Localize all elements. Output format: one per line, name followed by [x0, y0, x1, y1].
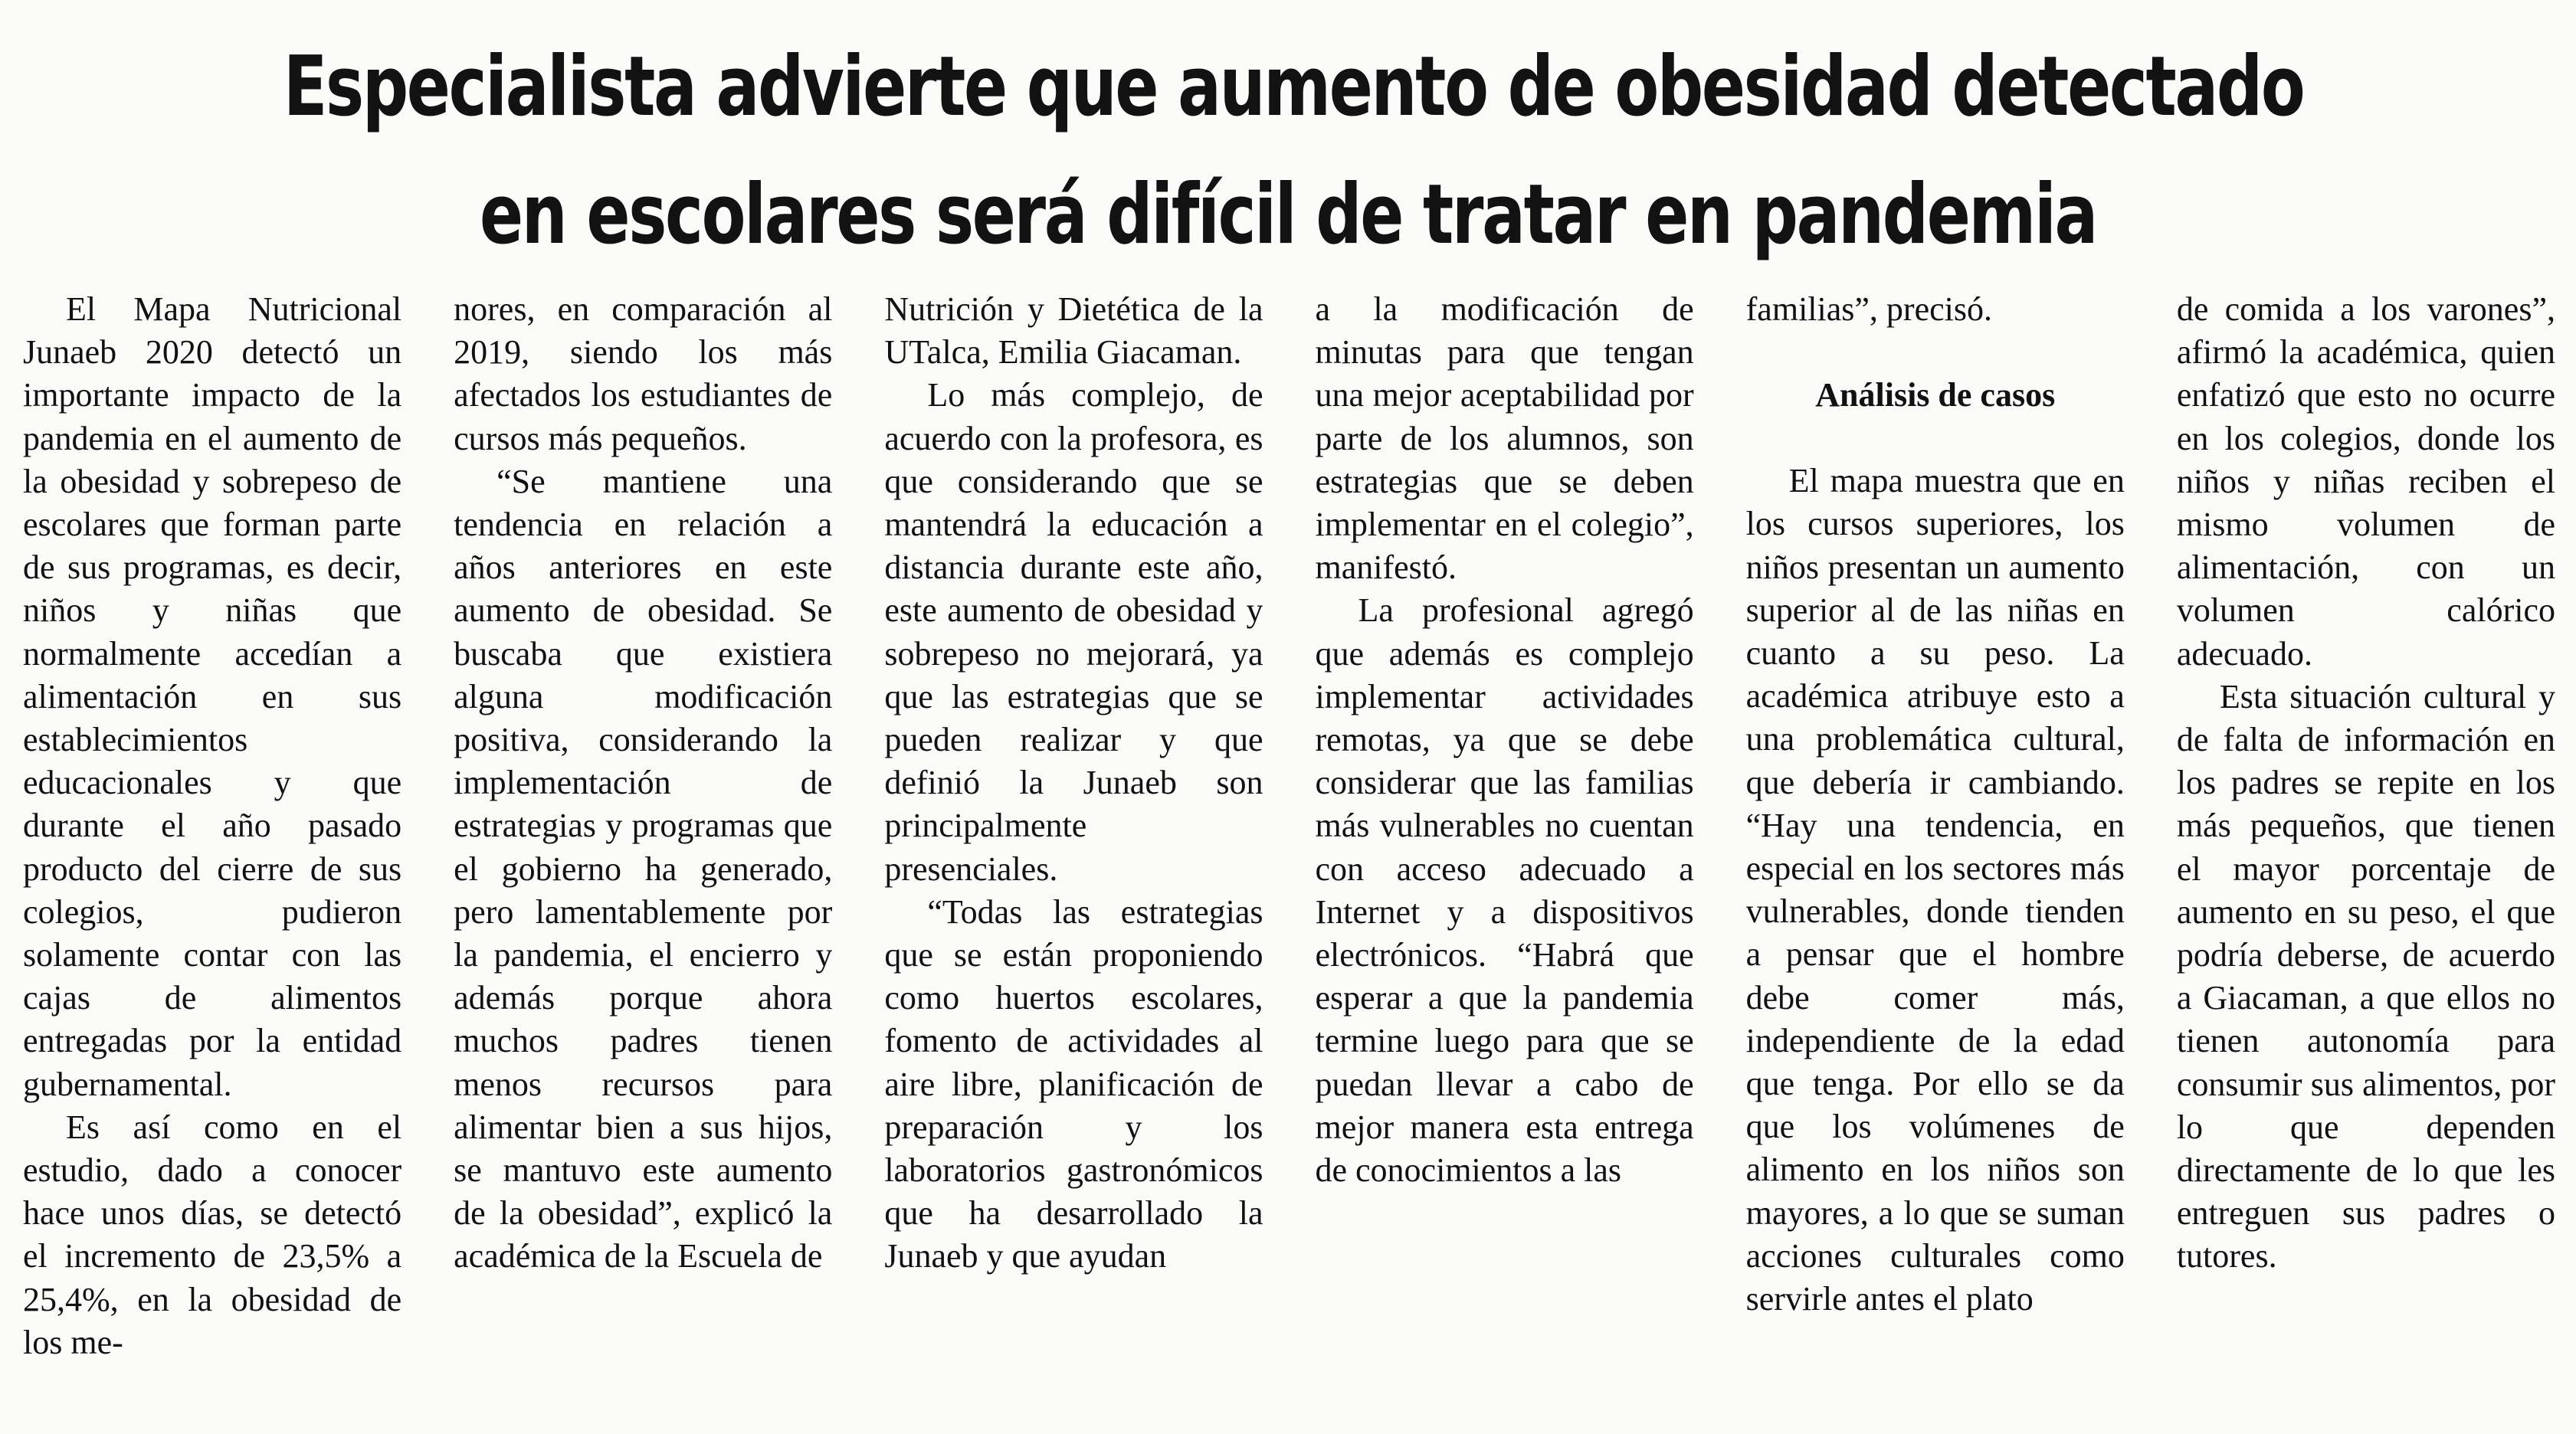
- article-paragraph: Lo más complejo, de acuerdo con la profesora, es que considerando que se mantendrá la educación a distancia durante este año, este aumento de obesidad y sobrepeso no mejorará, ya que las estrategias que se pueden realizar y que definió la Junaeb son principalmente presenciales.: [884, 376, 1263, 888]
- article-paragraph: El Mapa Nutricional Junaeb 2020 detectó un importante impacto de la pandemia en el aumento de la obesidad y sobrepeso de escolares que forman parte de sus programas, es decir, niños y niñas que normalmente accedían a alimentación en sus establecimientos educacionales y que durante el año pasado producto del cierre de sus colegios, pudieron solamente contar con las cajas de alimentos entregadas por la entidad gubernamental.: [23, 290, 402, 1103]
- article-paragraph: Nutrición y Dietética de la UTalca, Emilia Giacaman.: [884, 290, 1263, 372]
- article-paragraph: Es así como en el estudio, dado a conocer hace unos días, se detectó el incremento de 23,5% a 25,4%, en la obesidad de los me-: [23, 1108, 402, 1361]
- article-paragraph: La profesional agregó que además es complejo implementar actividades remotas, ya que se debe considerar que las familias más vulnerables no cuentan con acceso adecuado a Internet y a dispositivos electrónicos. “Habrá que esperar a que la pandemia termine luego para que se puedan llevar a cabo de mejor manera esta entrega de conocimientos a las: [1315, 591, 1694, 1190]
- article-paragraph: “Todas las estrategias que se están proponiendo como huertos escolares, fomento de actividades al aire libre, planificación de preparación y los laboratorios gastronómicos que ha desarrollado la Junaeb y que ayudan: [884, 892, 1263, 1275]
- headline: [283, 23, 2304, 280]
- article-paragraph: Esta situación cultural y de falta de información en los padres se repite en los más pequeños, que tienen el mayor porcentaje de aumento en su peso, el que podría deberse, de acuerdo a Giacaman, a que ellos no tienen autonomía para consumir sus alimentos, por lo que dependen directamente de lo que les entreguen sus padres o tutores.: [2176, 677, 2555, 1275]
- headline-line-2: en escolares será difícil de tratar en pandemia: [479, 167, 2096, 264]
- article-paragraph: “Se mantiene una tendencia en relación a años anteriores en este aumento de obesidad. Se buscaba que existiera alguna modificación positiva, considerando la implementación de estrategias y programas que el gobierno ha generado, pero lamentablemente por la pandemia, el encierro y además porque ahora muchos padres tienen menos recursos para alimentar bien a sus hijos, se mantuvo este aumento de la obesidad”, explicó la académica de la Escuela de: [454, 462, 833, 1275]
- article-paragraph: El mapa muestra que en los cursos superiores, los niños presentan un aumento superior al de las niñas en cuanto a su peso. La académica atribuye esto a una problemática cultural, que debería ir cambiando. “Hay una tendencia, en especial en los sectores más vulnerables, donde tienden a pensar que el hombre debe comer más, independiente de la edad que tenga. Por ello se da que los volúmenes de alimento en los niños son mayores, a lo que se suman acciones culturales como servirle antes el plato: [1745, 462, 2125, 1318]
- article-body: [23, 288, 2555, 1422]
- article-paragraph: a la modificación de minutas para que tengan una mejor aceptabilidad por parte de los alumnos, son estrategias que se deben implementar en el colegio”, manifestó.: [1315, 290, 1694, 587]
- article-paragraph: de comida a los varones”, afirmó la académica, quien enfatizó que esto no ocurre en los colegios, donde los niños y niñas reciben el mismo volumen de alimentación, con un volumen calórico adecuado.: [2176, 290, 2555, 673]
- article-column-6: [2177, 288, 2555, 1422]
- article-paragraph: familias”, precisó.: [1745, 290, 1992, 328]
- article-column-1: [23, 288, 401, 1422]
- article-column-2: [454, 288, 832, 1422]
- article-paragraph: nores, en comparación al 2019, siendo los más afectados los estudiantes de cursos más pequeños.: [454, 290, 833, 457]
- article-column-5: [1746, 288, 2125, 1422]
- article-column-3: [884, 288, 1263, 1422]
- article-column-4: [1315, 288, 1693, 1422]
- headline-line-1: Especialista advierte que aumento de obesidad detectado: [283, 39, 2304, 135]
- section-subheading: Análisis de casos: [1815, 376, 2056, 414]
